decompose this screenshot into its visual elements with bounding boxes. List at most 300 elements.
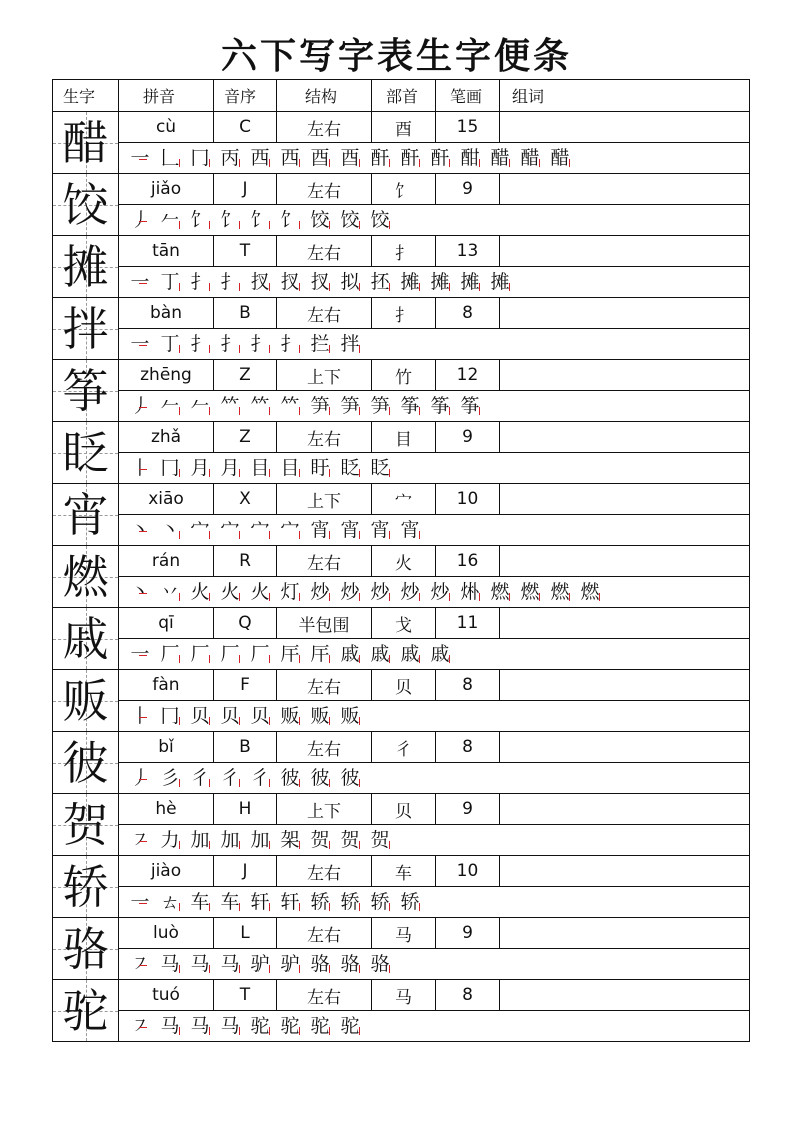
- table-row: [53, 174, 750, 205]
- stroke-count-cell: 8: [436, 980, 500, 1011]
- stroke-step: 拌: [335, 330, 365, 358]
- stroke-order-row: [53, 887, 750, 918]
- stroke-step: 𥫗: [275, 392, 305, 420]
- stroke-step: 轿: [335, 888, 365, 916]
- header-row: [53, 80, 750, 112]
- radical-cell: 彳: [372, 732, 436, 763]
- pinyin-cell: jiào: [119, 856, 214, 887]
- stroke-step: 眨: [365, 454, 395, 482]
- stroke-step: 一: [125, 144, 155, 172]
- character-cell: [53, 608, 119, 670]
- stroke-step: 骆: [365, 950, 395, 978]
- words-cell: [500, 794, 750, 825]
- stroke-step: 醋: [545, 144, 575, 172]
- letter-cell: T: [214, 980, 277, 1011]
- structure-cell: 左右: [277, 546, 372, 577]
- radical-cell: 酉: [372, 112, 436, 143]
- header-structure: 结构: [277, 80, 372, 112]
- stroke-step: 摊: [395, 268, 425, 296]
- stroke-step: 厂: [245, 640, 275, 668]
- radical-cell: 贝: [372, 670, 436, 701]
- stroke-order-cell: [119, 267, 750, 298]
- stroke-step: 加: [185, 826, 215, 854]
- letter-cell: H: [214, 794, 277, 825]
- stroke-order-row: [53, 577, 750, 608]
- new-character: 燃: [62, 549, 109, 604]
- header-radical: 部首: [372, 80, 436, 112]
- stroke-order-row: [53, 639, 750, 670]
- structure-cell: 左右: [277, 732, 372, 763]
- new-character: 轿: [62, 859, 109, 914]
- stroke-order-row: [53, 949, 750, 980]
- new-character: 宵: [62, 487, 109, 542]
- stroke-step: 饺: [305, 206, 335, 234]
- stroke-step: 燃: [515, 578, 545, 606]
- pinyin-cell: luò: [119, 918, 214, 949]
- stroke-step: 扌: [215, 330, 245, 358]
- stroke-step: 厈: [275, 640, 305, 668]
- stroke-step: 丶: [125, 516, 155, 544]
- stroke-step: 丿: [125, 206, 155, 234]
- pinyin-cell: tān: [119, 236, 214, 267]
- stroke-step: 笋: [335, 392, 365, 420]
- stroke-step: 火: [215, 578, 245, 606]
- letter-cell: F: [214, 670, 277, 701]
- stroke-step: 驼: [245, 1012, 275, 1040]
- stroke-step: 筝: [455, 392, 485, 420]
- stroke-count-cell: 12: [436, 360, 500, 391]
- table-row: [53, 608, 750, 639]
- structure-cell: 半包围: [277, 608, 372, 639]
- stroke-step: 炒: [365, 578, 395, 606]
- words-cell: [500, 174, 750, 205]
- pinyin-cell: hè: [119, 794, 214, 825]
- stroke-step: 彳: [215, 764, 245, 792]
- table-row: [53, 918, 750, 949]
- header-words: 组词: [500, 80, 750, 112]
- stroke-step: ㇇: [125, 826, 155, 854]
- stroke-step: 骆: [335, 950, 365, 978]
- words-cell: [500, 980, 750, 1011]
- stroke-order-row: [53, 1011, 750, 1042]
- words-cell: [500, 546, 750, 577]
- stroke-step: 摊: [455, 268, 485, 296]
- character-cell: [53, 546, 119, 608]
- stroke-step: 扌: [215, 268, 245, 296]
- stroke-step: 眨: [335, 454, 365, 482]
- stroke-order-row: [53, 329, 750, 360]
- stroke-step: 驼: [305, 1012, 335, 1040]
- stroke-count-cell: 13: [436, 236, 500, 267]
- stroke-step: ㇇: [125, 1012, 155, 1040]
- words-cell: [500, 484, 750, 515]
- new-character: 骆: [62, 921, 109, 976]
- stroke-order-cell: [119, 143, 750, 174]
- character-cell: [53, 794, 119, 856]
- structure-cell: 左右: [277, 112, 372, 143]
- stroke-step: 马: [155, 1012, 185, 1040]
- radical-cell: 贝: [372, 794, 436, 825]
- stroke-step: 宀: [185, 516, 215, 544]
- stroke-step: 加: [215, 826, 245, 854]
- stroke-step: 厂: [215, 640, 245, 668]
- words-cell: [500, 918, 750, 949]
- table-row: [53, 856, 750, 887]
- structure-cell: 左右: [277, 422, 372, 453]
- character-table: [52, 79, 750, 1042]
- stroke-order-row: [53, 267, 750, 298]
- stroke-step: 戚: [425, 640, 455, 668]
- stroke-step: 灯: [275, 578, 305, 606]
- pinyin-cell: zhǎ: [119, 422, 214, 453]
- stroke-step: 𠂉: [155, 392, 185, 420]
- letter-cell: J: [214, 856, 277, 887]
- stroke-step: 贺: [335, 826, 365, 854]
- stroke-step: 宵: [335, 516, 365, 544]
- stroke-step: 燃: [575, 578, 605, 606]
- stroke-order-cell: [119, 453, 750, 484]
- character-cell: [53, 236, 119, 298]
- letter-cell: R: [214, 546, 277, 577]
- stroke-order-cell: [119, 577, 750, 608]
- character-cell: [53, 856, 119, 918]
- header-letter: 音序: [214, 80, 277, 112]
- structure-cell: 左右: [277, 236, 372, 267]
- stroke-step: 宵: [305, 516, 335, 544]
- stroke-step: 宵: [395, 516, 425, 544]
- stroke-order-cell: [119, 949, 750, 980]
- stroke-step: 厈: [305, 640, 335, 668]
- stroke-order-row: [53, 453, 750, 484]
- stroke-step: 冂: [155, 702, 185, 730]
- words-cell: [500, 856, 750, 887]
- radical-cell: 扌: [372, 236, 436, 267]
- pinyin-cell: jiǎo: [119, 174, 214, 205]
- stroke-step: 扠: [245, 268, 275, 296]
- stroke-step: ㇇: [125, 950, 155, 978]
- stroke-step: 轿: [305, 888, 335, 916]
- words-cell: [500, 732, 750, 763]
- stroke-step: 宀: [275, 516, 305, 544]
- stroke-step: 马: [155, 950, 185, 978]
- pinyin-cell: zhēng: [119, 360, 214, 391]
- stroke-step: 彼: [275, 764, 305, 792]
- stroke-step: 丶: [125, 578, 155, 606]
- stroke-step: 摊: [485, 268, 515, 296]
- stroke-step: 戚: [365, 640, 395, 668]
- table-row: [53, 298, 750, 329]
- stroke-step: 扠: [305, 268, 335, 296]
- stroke-step: 饺: [335, 206, 365, 234]
- stroke-step: 筝: [425, 392, 455, 420]
- character-cell: [53, 174, 119, 236]
- stroke-step: 马: [215, 950, 245, 978]
- stroke-step: 醋: [485, 144, 515, 172]
- words-cell: [500, 422, 750, 453]
- pinyin-cell: xiāo: [119, 484, 214, 515]
- stroke-step: 炒: [395, 578, 425, 606]
- character-cell: [53, 732, 119, 794]
- stroke-step: 扌: [275, 330, 305, 358]
- pinyin-cell: bǐ: [119, 732, 214, 763]
- stroke-count-cell: 15: [436, 112, 500, 143]
- table-body: [53, 112, 750, 1042]
- stroke-step: 丁: [155, 268, 185, 296]
- stroke-step: 目: [275, 454, 305, 482]
- stroke-step: 贺: [305, 826, 335, 854]
- stroke-step: 笋: [305, 392, 335, 420]
- table-row: [53, 546, 750, 577]
- radical-cell: 宀: [372, 484, 436, 515]
- stroke-step: 目: [245, 454, 275, 482]
- pinyin-cell: rán: [119, 546, 214, 577]
- radical-cell: 竹: [372, 360, 436, 391]
- pinyin-cell: cù: [119, 112, 214, 143]
- stroke-count-cell: 9: [436, 174, 500, 205]
- structure-cell: 左右: [277, 174, 372, 205]
- structure-cell: 左右: [277, 856, 372, 887]
- stroke-step: 笋: [365, 392, 395, 420]
- new-character: 醋: [62, 115, 109, 170]
- stroke-step: 丿: [125, 764, 155, 792]
- stroke-step: 丷: [155, 578, 185, 606]
- stroke-step: 马: [185, 950, 215, 978]
- pinyin-cell: fàn: [119, 670, 214, 701]
- stroke-step: 宀: [215, 516, 245, 544]
- stroke-step: 酐: [365, 144, 395, 172]
- radical-cell: 车: [372, 856, 436, 887]
- words-cell: [500, 670, 750, 701]
- stroke-step: 厂: [155, 640, 185, 668]
- structure-cell: 上下: [277, 484, 372, 515]
- stroke-step: 𠂉: [155, 206, 185, 234]
- stroke-order-cell: [119, 825, 750, 856]
- words-cell: [500, 608, 750, 639]
- stroke-step: 拟: [335, 268, 365, 296]
- new-character: 饺: [62, 177, 109, 232]
- table-row: [53, 732, 750, 763]
- table-row: [53, 236, 750, 267]
- stroke-step: 贝: [215, 702, 245, 730]
- stroke-order-row: [53, 143, 750, 174]
- stroke-step: 驴: [245, 950, 275, 978]
- structure-cell: 左右: [277, 980, 372, 1011]
- stroke-step: 戚: [335, 640, 365, 668]
- stroke-step: 筝: [395, 392, 425, 420]
- stroke-step: 车: [215, 888, 245, 916]
- stroke-step: 酐: [395, 144, 425, 172]
- words-cell: [500, 298, 750, 329]
- stroke-step: 马: [215, 1012, 245, 1040]
- radical-cell: 戈: [372, 608, 436, 639]
- stroke-step: 𠃊: [155, 144, 185, 172]
- stroke-step: 扌: [245, 330, 275, 358]
- stroke-step: 彡: [155, 764, 185, 792]
- stroke-step: 炒: [305, 578, 335, 606]
- stroke-step: 摊: [425, 268, 455, 296]
- new-character: 筝: [62, 363, 109, 418]
- stroke-step: 饣: [185, 206, 215, 234]
- new-character: 贺: [62, 797, 109, 852]
- stroke-step: 抷: [365, 268, 395, 296]
- stroke-step: 𥫗: [245, 392, 275, 420]
- stroke-count-cell: 8: [436, 732, 500, 763]
- stroke-order-row: [53, 205, 750, 236]
- stroke-step: 彳: [245, 764, 275, 792]
- stroke-step: 饣: [245, 206, 275, 234]
- stroke-step: 月: [215, 454, 245, 482]
- stroke-step: 贝: [185, 702, 215, 730]
- stroke-step: 贺: [365, 826, 395, 854]
- letter-cell: B: [214, 732, 277, 763]
- stroke-step: 贩: [305, 702, 335, 730]
- stroke-order-cell: [119, 391, 750, 422]
- stroke-step: 一: [125, 268, 155, 296]
- table-row: [53, 670, 750, 701]
- stroke-step: 𠂉: [185, 392, 215, 420]
- stroke-step: 马: [185, 1012, 215, 1040]
- stroke-step: 火: [245, 578, 275, 606]
- stroke-step: 火: [185, 578, 215, 606]
- stroke-step: 宀: [245, 516, 275, 544]
- table-row: [53, 112, 750, 143]
- stroke-step: 冂: [155, 454, 185, 482]
- stroke-step: 酉: [335, 144, 365, 172]
- stroke-step: 烞: [455, 578, 485, 606]
- new-character: 拌: [62, 301, 109, 356]
- character-cell: [53, 670, 119, 732]
- stroke-step: 贝: [245, 702, 275, 730]
- stroke-step: 驼: [335, 1012, 365, 1040]
- stroke-step: 扌: [185, 330, 215, 358]
- stroke-step: 丿: [125, 392, 155, 420]
- structure-cell: 左右: [277, 670, 372, 701]
- stroke-step: 贩: [275, 702, 305, 730]
- radical-cell: 马: [372, 918, 436, 949]
- stroke-step: 架: [275, 826, 305, 854]
- letter-cell: T: [214, 236, 277, 267]
- stroke-step: 贩: [335, 702, 365, 730]
- table-row: [53, 980, 750, 1011]
- stroke-step: 丶: [155, 516, 185, 544]
- structure-cell: 左右: [277, 298, 372, 329]
- stroke-order-row: [53, 825, 750, 856]
- stroke-order-cell: [119, 763, 750, 794]
- stroke-order-row: [53, 515, 750, 546]
- radical-cell: 扌: [372, 298, 436, 329]
- character-cell: [53, 980, 119, 1042]
- words-cell: [500, 360, 750, 391]
- character-cell: [53, 918, 119, 980]
- stroke-step: 轩: [275, 888, 305, 916]
- letter-cell: Z: [214, 360, 277, 391]
- stroke-order-cell: [119, 329, 750, 360]
- letter-cell: C: [214, 112, 277, 143]
- stroke-count-cell: 8: [436, 670, 500, 701]
- stroke-count-cell: 11: [436, 608, 500, 639]
- letter-cell: Q: [214, 608, 277, 639]
- stroke-order-cell: [119, 639, 750, 670]
- pinyin-cell: tuó: [119, 980, 214, 1011]
- stroke-step: 彼: [305, 764, 335, 792]
- stroke-step: 燃: [485, 578, 515, 606]
- header-char: 生字: [53, 80, 119, 112]
- stroke-step: ㄊ: [155, 888, 185, 916]
- character-cell: [53, 484, 119, 546]
- table-row: [53, 794, 750, 825]
- stroke-step: 冂: [185, 144, 215, 172]
- stroke-step: 盱: [305, 454, 335, 482]
- new-character: 摊: [62, 239, 109, 294]
- stroke-step: 燃: [545, 578, 575, 606]
- pinyin-cell: qī: [119, 608, 214, 639]
- stroke-order-row: [53, 763, 750, 794]
- stroke-step: 扌: [185, 268, 215, 296]
- stroke-step: 彼: [335, 764, 365, 792]
- new-character: 戚: [62, 611, 109, 666]
- stroke-step: 炒: [425, 578, 455, 606]
- table-row: [53, 360, 750, 391]
- stroke-step: 轿: [365, 888, 395, 916]
- character-cell: [53, 298, 119, 360]
- table-row: [53, 484, 750, 515]
- stroke-step: 车: [185, 888, 215, 916]
- radical-cell: 目: [372, 422, 436, 453]
- radical-cell: 饣: [372, 174, 436, 205]
- stroke-step: 丨: [125, 454, 155, 482]
- structure-cell: 上下: [277, 794, 372, 825]
- stroke-step: 加: [245, 826, 275, 854]
- stroke-step: 力: [155, 826, 185, 854]
- stroke-count-cell: 9: [436, 918, 500, 949]
- stroke-step: 西: [245, 144, 275, 172]
- stroke-order-cell: [119, 205, 750, 236]
- character-cell: [53, 360, 119, 422]
- stroke-count-cell: 9: [436, 422, 500, 453]
- stroke-step: 酣: [455, 144, 485, 172]
- stroke-step: 宵: [365, 516, 395, 544]
- letter-cell: Z: [214, 422, 277, 453]
- stroke-step: 丁: [155, 330, 185, 358]
- pinyin-cell: bàn: [119, 298, 214, 329]
- radical-cell: 火: [372, 546, 436, 577]
- stroke-step: 酐: [425, 144, 455, 172]
- structure-cell: 左右: [277, 918, 372, 949]
- stroke-step: 戚: [395, 640, 425, 668]
- stroke-count-cell: 9: [436, 794, 500, 825]
- radical-cell: 马: [372, 980, 436, 1011]
- stroke-step: 一: [125, 640, 155, 668]
- header-strokes: 笔画: [436, 80, 500, 112]
- stroke-step: 拦: [305, 330, 335, 358]
- stroke-step: 厂: [185, 640, 215, 668]
- stroke-step: 一: [125, 330, 155, 358]
- character-cell: [53, 422, 119, 484]
- words-cell: [500, 236, 750, 267]
- stroke-count-cell: 10: [436, 856, 500, 887]
- page-title: 六下写字表生字便条: [220, 36, 572, 77]
- stroke-count-cell: 16: [436, 546, 500, 577]
- new-character: 驼: [62, 983, 109, 1038]
- stroke-order-cell: [119, 515, 750, 546]
- stroke-step: 轩: [245, 888, 275, 916]
- stroke-order-row: [53, 701, 750, 732]
- stroke-step: 饣: [215, 206, 245, 234]
- header-pinyin: 拼音: [119, 80, 214, 112]
- new-character: 贩: [62, 673, 109, 728]
- character-cell: [53, 112, 119, 174]
- stroke-step: 驼: [275, 1012, 305, 1040]
